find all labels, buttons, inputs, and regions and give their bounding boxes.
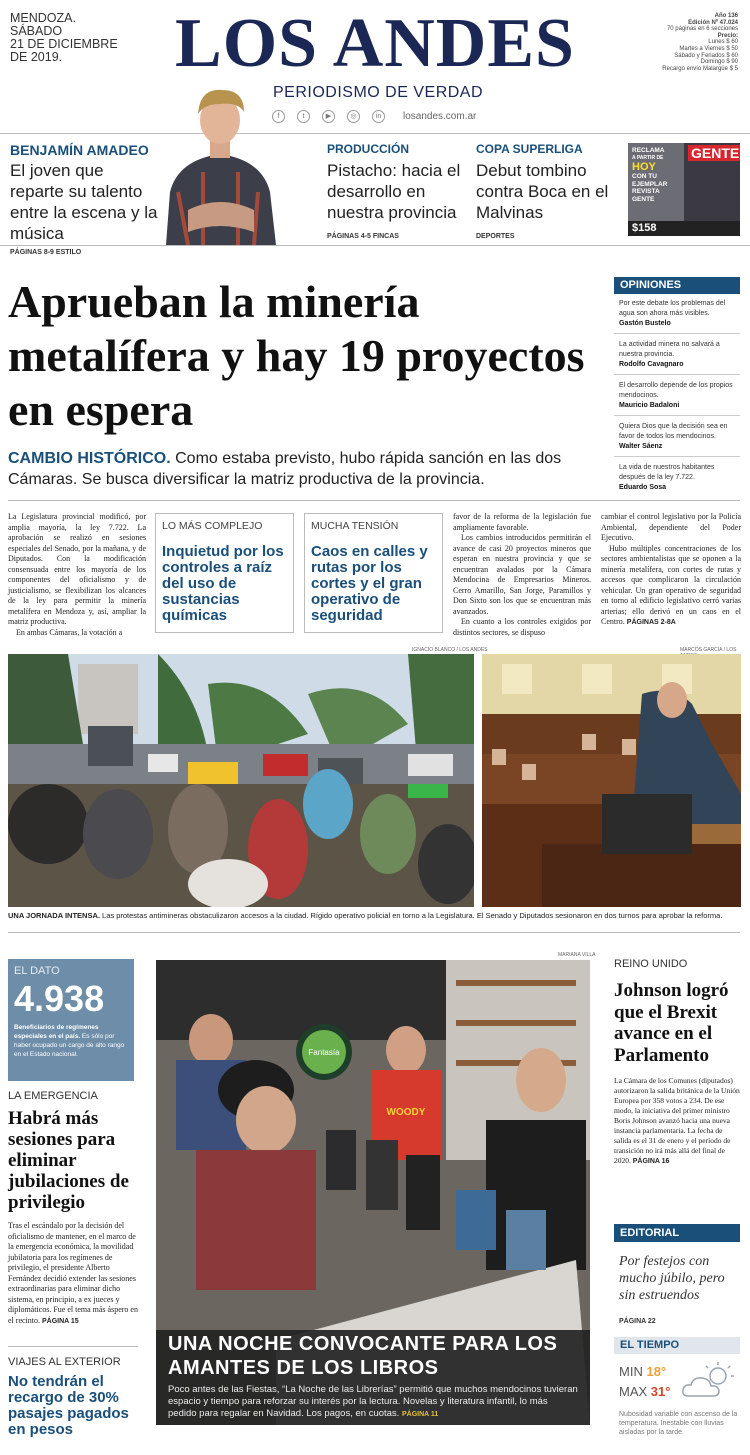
teaser-text: Debut tombino contra Boca en el Malvinas	[476, 161, 609, 222]
body-text: La Cámara de los Comunes (diputados) autorizaron la salida británica de la Unión Europea por 358 votos a 234. De ese modo, la iniciativa del primer ministro Boris Johnson avanzó hacia una nueva instancia parlamentaria. La fecha de salida es el 31 de enero y el período de transición no irá más allá del final de 2020.	[614, 1076, 740, 1165]
body-paragraph: En cuanto a los controles exigidos por distintos sectores, se dispuso	[453, 617, 591, 637]
libros-title[interactable]: UNA NOCHE CONVOCANTE PARA LOS AMANTES DE LOS LIBROS	[156, 1330, 590, 1380]
opinion-author: Gastón Bustelo	[619, 320, 671, 327]
opinion-item[interactable]	[619, 381, 741, 411]
editorial-text[interactable]: Por festejos con mucho júbilo, pero sin estruendos	[619, 1254, 725, 1303]
teaser-text: Pistacho: hacia el desarrollo en nuestra provincia	[327, 161, 461, 222]
photo-credit: MARCOS GARCÍA / LOS	[680, 647, 737, 653]
opinion-item[interactable]	[619, 340, 741, 370]
price-line: Recargo envío Malargüe $ 5	[662, 65, 738, 72]
newspaper-logo[interactable]: LOS ANDES	[175, 5, 575, 82]
editorial-header: EDITORIAL	[614, 1224, 740, 1242]
tagline: PERIODISMO DE VERDAD	[273, 84, 484, 101]
opinion-item[interactable]	[619, 299, 741, 329]
photo-credit: MARIANA VILLA	[558, 952, 596, 958]
promo-line: A PARTIR DE	[632, 154, 664, 161]
gente-brand: GENTE	[688, 145, 740, 161]
dateline	[10, 12, 118, 64]
body-paragraph: Los cambios introducidos permitirán el avance de casi 20 proyectos mineros que esperan en nuestra provincia y que se encuentran avalados por la Cámara Mendocina de Empresarios Mineros. Cerro Amarillo, San Jorge, Paramillos y Don Sixto son los que se encuentran más avanzados.	[453, 533, 591, 616]
body-text: Hubo múltiples concentraciones de los sectores ambientalistas que se oponen a la minería metalífera, con cortes de rutas y accesos que complicaron la circulación vehicular. Un gran operativo de seguridad en torno al edificio legislativo cerró varias arterias; ello derivó en un caos en el Centro.	[601, 543, 741, 626]
article-title: Johnson logró que el Brexit avance en el Parlamento	[614, 980, 729, 1066]
box-text: Caos en calles y rutas por los cortes y el gran operativo de seguridad	[311, 543, 428, 624]
lead-deck	[8, 448, 598, 490]
article-title: No tendrán el recargo de 30% pasajes pagados en pesos	[8, 1373, 129, 1438]
opinions-header: OPINIONES	[614, 277, 740, 294]
promo-line: REVISTA	[632, 188, 660, 195]
date-weekday: SÁBADO	[10, 24, 63, 38]
linkedin-icon[interactable]: in	[372, 110, 385, 123]
opinion-text: La actividad minera no salvará a nuestra provincia.	[619, 341, 720, 358]
divider	[0, 245, 750, 246]
lead-column-1	[8, 512, 146, 638]
edition-number: Edición Nº 47.024	[688, 19, 738, 26]
store-sign: Fantasía	[308, 1048, 340, 1057]
lead-headline[interactable]: Aprueban la minería metalífera y hay 19 proyectos en espera	[8, 276, 585, 435]
body-paragraph	[601, 544, 741, 629]
teaser-pistacho[interactable]	[327, 142, 467, 240]
article-body	[614, 1076, 741, 1167]
protest-photo	[8, 654, 474, 907]
teaser-pages: PÁGINAS 4-5 FINCAS	[327, 233, 399, 240]
weather-note: Nubosidad variable con ascenso de la temperatura. Inestable con lluvias aisladas por la tarde.	[619, 1411, 738, 1436]
teaser-section: COPA SUPERLIGA	[476, 142, 583, 156]
photo-caption	[8, 911, 748, 920]
box-tension[interactable]	[304, 513, 443, 633]
body-paragraph: En ambas Cámaras, la votación a	[16, 627, 123, 637]
opinion-author: Eduardo Sosa	[619, 484, 667, 491]
box-label: LO MÁS COMPLEJO	[162, 520, 263, 532]
page-ref: PÁGINAS 2-8A	[626, 619, 676, 626]
brexit-article[interactable]	[614, 958, 741, 1167]
viajes-article[interactable]	[8, 1356, 143, 1438]
promo-line: CON TU	[632, 173, 657, 180]
youtube-icon[interactable]: ▶	[322, 110, 335, 123]
partly-cloudy-icon	[680, 1360, 738, 1402]
facebook-icon[interactable]: f	[272, 110, 285, 123]
site-url[interactable]: losandes.com.ar	[403, 111, 477, 122]
opinion-item[interactable]	[619, 422, 741, 452]
caption-text: Las protestas antimineras obstaculizaron accesos a la ciudad. Rígido operativo policial en torno a la Legislatura. El Senado y Diputados sesionaron en dos turnos para aprobar la reforma.	[99, 911, 723, 920]
caption-label: UNA JORNADA INTENSA.	[8, 911, 100, 920]
price-line: Lunes $ 60	[708, 39, 738, 46]
price-line: Martes a Viernes $ 50	[679, 45, 738, 52]
min-label: MIN	[619, 1364, 643, 1379]
dato-label: EL DATO	[14, 965, 60, 977]
opinion-author: Mauricio Badaloni	[619, 402, 680, 409]
box-label: MUCHA TENSIÓN	[311, 520, 399, 532]
page-ref: PÁGINA 15	[41, 1317, 79, 1325]
opinion-text: Quiera Dios que la decisión sea en favor de todos los mendocinos.	[619, 423, 728, 440]
teaser-superliga[interactable]	[476, 142, 611, 240]
teaser-text: El joven que reparte su talento entre la escena y la música	[10, 161, 158, 243]
teaser-pages: PÁGINAS 8-9 ESTILO	[10, 249, 82, 256]
teaser-amadeo[interactable]	[10, 142, 160, 256]
emergencia-article[interactable]	[8, 1090, 138, 1327]
promo-price: $158	[632, 222, 657, 234]
deck-text: Como estaba previsto, hubo rápida sanción en las dos Cámaras. Se busca diversificar la matriz productiva de la provincia.	[8, 450, 562, 488]
teaser-section: BENJAMÍN AMADEO	[10, 142, 149, 158]
body-text: Tras el escándalo por la decisión del oficialismo de mantener, en el marco de la emergencia económica, la movilidad jubilatoria para los regímenes de privilegio, el presidente Alberto Fernández decidió extender las sesiones extraordinarias para eliminar dicho sistema, en principio, a ex jueces y diplomáticos. Fue el tema más áspero en el recinto.	[8, 1221, 138, 1325]
article-body	[8, 1221, 138, 1327]
benjamin-amadeo-photo	[158, 82, 282, 245]
dato-desc	[14, 1023, 128, 1059]
price-label: Precio:	[717, 32, 738, 39]
dato-number: 4.938	[14, 978, 105, 1019]
opinion-item[interactable]	[619, 463, 741, 493]
deck-label: CAMBIO HISTÓRICO.	[8, 450, 171, 467]
promo-line: EJEMPLAR	[632, 180, 668, 188]
opinion-author: Walter Sáenz	[619, 443, 663, 450]
body-paragraph: La Legislatura provincial modificó, por amplia mayoría, la ley 7.722. La aprobación se realizó en sesiones especiales del Senado, por la mañana, y de Diputados. Con la modificación consensuada entre los mayoría de los componentes del oficialismo y de justicialismo, se flexibilizan los alcances de la ley para permitir la minería metalífera en Mendoza y, así, ampliar la matriz productiva.	[8, 512, 146, 626]
price-line: Sábado y Feriados $ 60	[674, 52, 738, 59]
gente-promo[interactable]	[628, 143, 740, 236]
edition-info	[628, 13, 738, 72]
el-dato-box	[8, 959, 134, 1081]
teaser-pages: DEPORTES	[476, 233, 515, 240]
max-label: MAX	[619, 1384, 648, 1399]
divider	[614, 374, 740, 375]
teaser-section: PRODUCCIÓN	[327, 142, 410, 156]
edition-pages: 70 páginas en 6 secciones	[666, 26, 738, 33]
opinion-author: Rodolfo Cavagnaro	[619, 361, 684, 368]
edition-year: Año 136	[714, 13, 738, 19]
libros-text	[156, 1380, 590, 1425]
article-title: Habrá más sesiones para eliminar jubilaciones de privilegio	[8, 1108, 129, 1213]
price-line: Domingo $ 90	[700, 59, 738, 66]
lead-column-4	[601, 512, 741, 629]
lead-column-3	[453, 512, 591, 638]
dato-bold: Beneficiarios de regímenes especiales en el país.	[14, 1024, 99, 1040]
box-complejo[interactable]	[155, 513, 294, 633]
weather-header: EL TIEMPO	[614, 1337, 740, 1354]
date-day: 21 DE DICIEMBRE	[10, 37, 118, 51]
promo-line: GENTE	[632, 195, 655, 203]
social-links	[272, 110, 476, 123]
twitter-icon[interactable]: t	[297, 110, 310, 123]
opinion-text: La vida de nuestros habitantes después de la ley 7.722.	[619, 464, 715, 481]
promo-text	[632, 147, 667, 203]
legislature-photo	[482, 654, 741, 907]
date-year: DE 2019.	[10, 50, 63, 64]
photo-credit: IGNACIO BLANCO / LOS ANDES	[412, 647, 488, 653]
instagram-icon[interactable]: ◎	[347, 110, 360, 123]
section-label: LA EMERGENCIA	[8, 1090, 98, 1102]
dato-rest: Es sólo por haber ocupado un cargo de alto rango en el Estado nacional.	[14, 1033, 125, 1058]
divider	[0, 133, 750, 134]
divider	[8, 1346, 138, 1347]
date-city: MENDOZA.	[10, 11, 76, 25]
libros-body: Poco antes de las Fiestas, “La Noche de las Librerías” permitió que muchos mendocinos tuvieran espacio y tiempo para reforzar su interés por la lectura. Novelas y literatura infantil, lo más pedido para regalar en Navidad. Los pagos, en cuotas.	[168, 1384, 578, 1419]
divider	[8, 500, 740, 501]
page-ref: PÁGINA 16	[632, 1158, 670, 1165]
promo-line: RECLAMA	[632, 147, 665, 154]
weather-temps	[619, 1362, 670, 1402]
body-paragraph: favor de la reforma de la legislación fue ampliamente favorable.	[453, 512, 591, 532]
body-paragraph: cambiar el control legislativo por la Policía Ambiental, dependiente del Poder Ejecutivo.	[601, 512, 741, 542]
divider	[614, 415, 740, 416]
opinion-text: El desarrollo depende de los propios mendocinos.	[619, 382, 733, 399]
divider	[614, 456, 740, 457]
shirt-print: WOODY	[386, 1107, 426, 1118]
section-label: VIAJES AL EXTERIOR	[8, 1356, 121, 1368]
min-temp: 18°	[646, 1364, 667, 1379]
page-ref: PÁGINA 22	[619, 1318, 656, 1325]
opinion-text: Por este debate los problemas del agua son ahora más visibles.	[619, 300, 726, 317]
promo-line: HOY	[632, 161, 656, 173]
divider	[8, 932, 740, 933]
section-label: REINO UNIDO	[614, 958, 688, 970]
page-ref: PÁGINA 11	[401, 1411, 439, 1418]
max-temp: 31°	[650, 1384, 671, 1399]
box-text: Inquietud por los controles a raíz del uso de sustancias químicas	[162, 543, 284, 624]
divider	[614, 333, 740, 334]
